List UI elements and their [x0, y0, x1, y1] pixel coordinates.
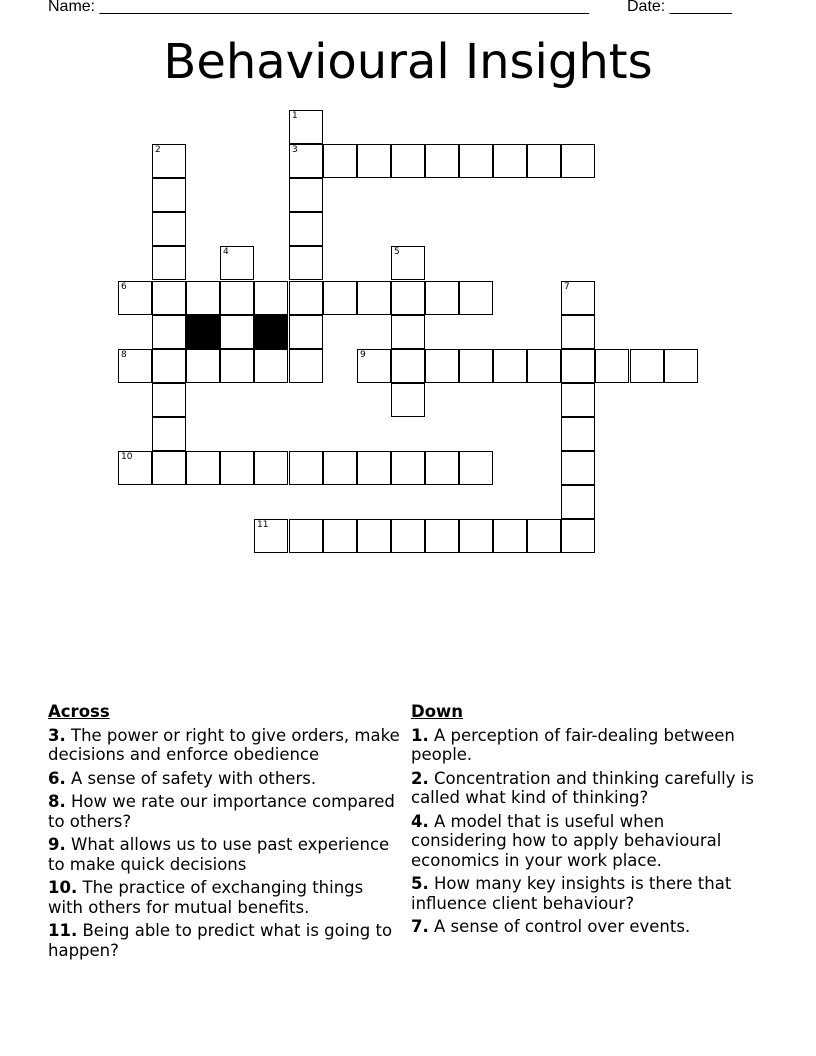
grid-cell[interactable]	[220, 315, 254, 349]
across-heading: Across	[48, 702, 110, 721]
clue-text: A perception of fair-dealing between people.	[411, 725, 735, 764]
grid-cell[interactable]	[152, 281, 186, 315]
across-clue	[48, 792, 400, 831]
grid-cell[interactable]	[459, 281, 493, 315]
grid-cell[interactable]	[391, 144, 425, 178]
grid-cell[interactable]	[289, 519, 323, 553]
grid-cell[interactable]	[664, 349, 698, 383]
down-heading: Down	[411, 702, 464, 721]
clue-text: How we rate our importance compared to others?	[48, 792, 395, 831]
clue-number: 2.	[411, 768, 429, 788]
grid-cell[interactable]	[561, 519, 595, 553]
across-clue	[48, 835, 400, 874]
grid-cell[interactable]	[357, 144, 391, 178]
grid-cell[interactable]	[459, 349, 493, 383]
clue-text: The power or right to give orders, make decisions and enforce obedience	[48, 725, 400, 764]
name-field[interactable]: Name: _______________________________________________________	[48, 0, 589, 15]
across-clue	[48, 878, 400, 917]
across-clue	[48, 726, 400, 765]
grid-cell[interactable]	[561, 417, 595, 451]
clue-number: 3.	[48, 725, 66, 745]
cell-number: 3	[292, 145, 298, 155]
date-field[interactable]: Date: _______	[627, 0, 732, 15]
down-clue	[411, 812, 756, 871]
grid-cell[interactable]	[459, 144, 493, 178]
grid-cell[interactable]	[425, 451, 459, 485]
grid-cell[interactable]	[391, 315, 425, 349]
grid-cell[interactable]	[254, 281, 288, 315]
grid-cell[interactable]	[289, 281, 323, 315]
grid-cell[interactable]	[289, 212, 323, 246]
grid-cell[interactable]	[493, 519, 527, 553]
grid-cell[interactable]	[152, 315, 186, 349]
grid-cell[interactable]	[391, 383, 425, 417]
clue-text: Being able to predict what is going to happen?	[48, 921, 393, 960]
grid-cell[interactable]	[323, 451, 357, 485]
grid-cell[interactable]	[289, 110, 323, 144]
grid-cell[interactable]	[220, 349, 254, 383]
grid-cell[interactable]	[152, 383, 186, 417]
grid-cell[interactable]	[391, 349, 425, 383]
grid-cell[interactable]	[118, 349, 152, 383]
grid-cell[interactable]	[254, 349, 288, 383]
clue-text: A sense of control over events.	[434, 917, 691, 936]
grid-cell[interactable]	[425, 144, 459, 178]
grid-cell[interactable]	[561, 349, 595, 383]
grid-cell[interactable]	[289, 144, 323, 178]
grid-cell[interactable]	[459, 451, 493, 485]
clue-number: 5.	[411, 874, 429, 893]
clue-number: 8.	[48, 792, 66, 811]
across-clue	[48, 769, 400, 789]
grid-cell[interactable]	[561, 144, 595, 178]
grid-cell[interactable]	[357, 519, 391, 553]
page-title: Behavioural Insights	[163, 34, 653, 90]
grid-cell[interactable]	[220, 281, 254, 315]
clue-text: Concentration and thinking carefully is called what kind of thinking?	[411, 768, 754, 807]
down-clues	[411, 702, 756, 941]
grid-cell[interactable]	[186, 281, 220, 315]
grid-cell[interactable]	[152, 349, 186, 383]
grid-cell[interactable]	[118, 451, 152, 485]
grid-cell[interactable]	[357, 451, 391, 485]
grid-cell[interactable]	[391, 451, 425, 485]
grid-cell[interactable]	[425, 349, 459, 383]
cell-number: 6	[121, 282, 127, 292]
clue-text: The practice of exchanging things with others for mutual benefits.	[48, 878, 364, 917]
grid-cell[interactable]	[459, 519, 493, 553]
blocked-cell	[254, 315, 288, 349]
grid-cell[interactable]	[289, 315, 323, 349]
grid-cell[interactable]	[527, 349, 561, 383]
grid-cell[interactable]	[152, 246, 186, 280]
clue-number: 11.	[48, 921, 78, 940]
clue-text: A model that is useful when considering how to apply behavioural economics in your work place.	[411, 811, 722, 870]
grid-cell[interactable]	[561, 451, 595, 485]
grid-cell[interactable]	[152, 451, 186, 485]
grid-cell[interactable]	[595, 349, 629, 383]
clue-number: 4.	[411, 811, 429, 831]
grid-cell[interactable]	[527, 144, 561, 178]
grid-cell[interactable]	[118, 281, 152, 315]
grid-cell[interactable]	[186, 349, 220, 383]
grid-cell[interactable]	[357, 349, 391, 383]
clue-text: A sense of safety with others.	[71, 768, 317, 788]
grid-cell[interactable]	[561, 315, 595, 349]
grid-cell[interactable]	[152, 178, 186, 212]
cell-number: 8	[121, 350, 127, 360]
clue-number: 9.	[48, 835, 66, 854]
grid-cell[interactable]	[220, 246, 254, 280]
cell-number: 4	[223, 247, 229, 257]
grid-cell[interactable]	[391, 281, 425, 315]
grid-cell[interactable]	[289, 349, 323, 383]
clue-number: 6.	[48, 768, 66, 788]
grid-cell[interactable]	[357, 281, 391, 315]
grid-cell[interactable]	[425, 519, 459, 553]
cell-number: 5	[394, 247, 400, 257]
blocked-cell	[186, 315, 220, 349]
cell-number: 11	[257, 520, 269, 530]
grid-cell[interactable]	[323, 144, 357, 178]
grid-cell[interactable]	[152, 144, 186, 178]
grid-cell[interactable]	[527, 519, 561, 553]
clue-text: What allows us to use past experience to make quick decisions	[48, 835, 390, 874]
grid-cell[interactable]	[425, 281, 459, 315]
clue-text: How many key insights is there that influence client behaviour?	[411, 874, 732, 913]
grid-cell[interactable]	[254, 451, 288, 485]
cell-number: 2	[155, 145, 161, 155]
grid-cell[interactable]	[493, 349, 527, 383]
clue-number: 1.	[411, 725, 429, 745]
grid-cell[interactable]	[561, 383, 595, 417]
grid-cell[interactable]	[561, 485, 595, 519]
across-clue	[48, 921, 400, 960]
grid-cell[interactable]	[289, 451, 323, 485]
grid-cell[interactable]	[630, 349, 664, 383]
cell-number: 10	[121, 452, 133, 462]
clue-number: 7.	[411, 917, 429, 936]
down-clue	[411, 874, 756, 913]
grid-cell[interactable]	[323, 281, 357, 315]
cell-number: 1	[292, 111, 298, 121]
grid-cell[interactable]	[152, 212, 186, 246]
clue-number: 10.	[48, 878, 78, 897]
grid-cell[interactable]	[493, 144, 527, 178]
down-clue	[411, 726, 756, 765]
grid-cell[interactable]	[152, 417, 186, 451]
grid-cell[interactable]	[289, 178, 323, 212]
grid-cell[interactable]	[254, 519, 288, 553]
down-clue	[411, 769, 756, 808]
grid-cell[interactable]	[220, 451, 254, 485]
grid-cell[interactable]	[561, 281, 595, 315]
cell-number: 7	[564, 282, 570, 292]
grid-cell[interactable]	[323, 519, 357, 553]
grid-cell[interactable]	[391, 519, 425, 553]
across-clues	[48, 702, 400, 964]
grid-cell[interactable]	[186, 451, 220, 485]
grid-cell[interactable]	[289, 246, 323, 280]
cell-number: 9	[360, 350, 366, 360]
grid-cell[interactable]	[391, 246, 425, 280]
down-clue	[411, 917, 756, 937]
